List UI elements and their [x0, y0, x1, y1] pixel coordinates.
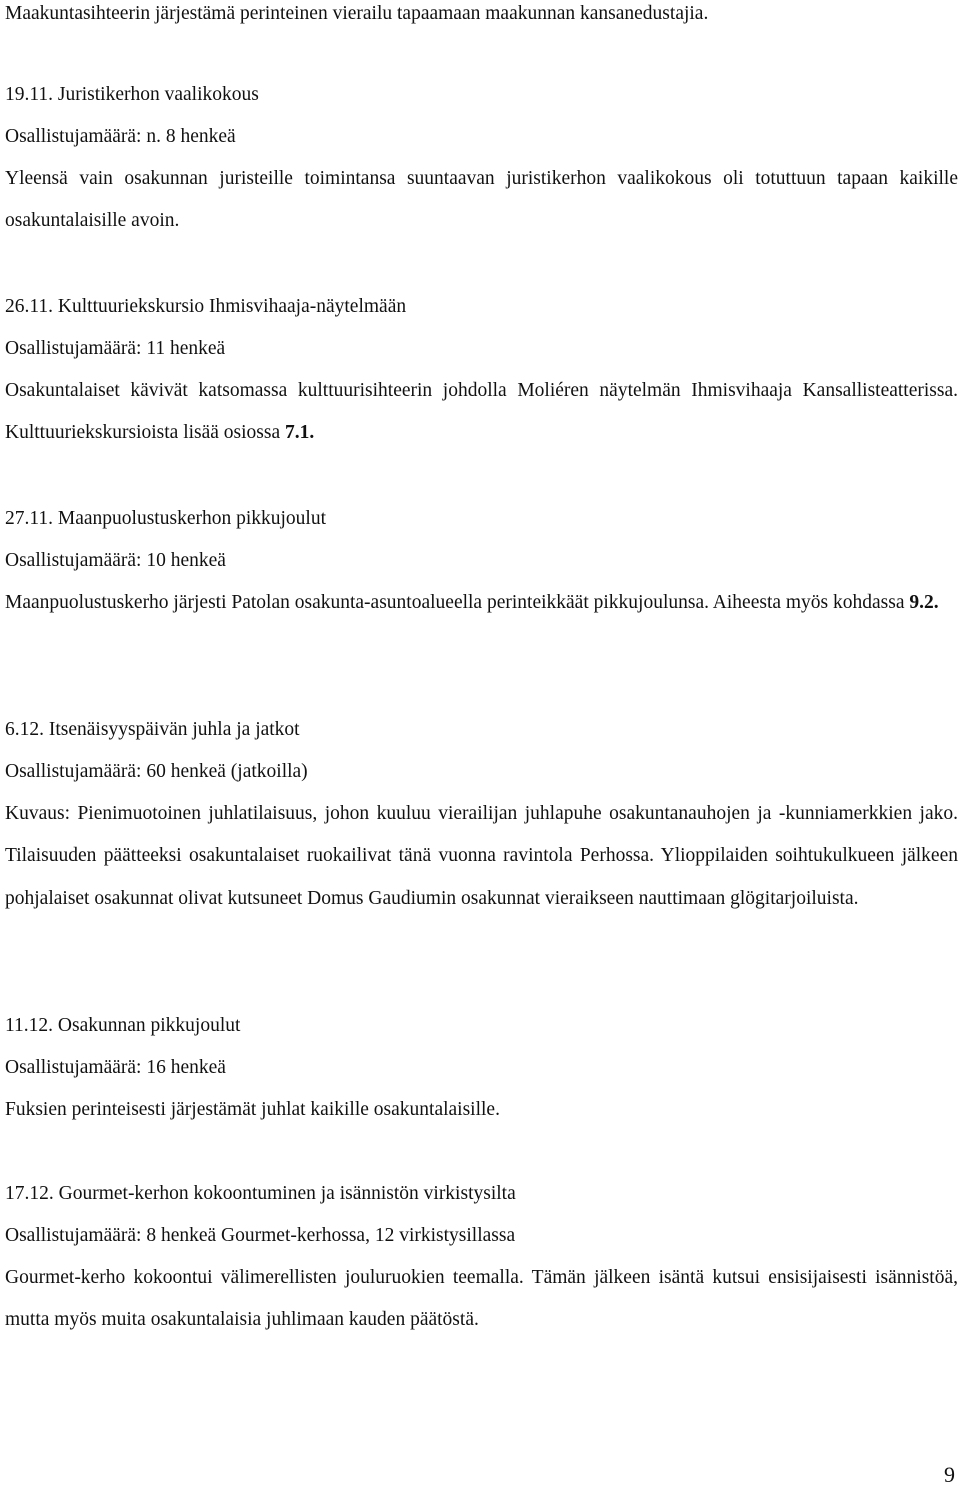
event-description	[5, 1089, 958, 1131]
event-entry	[5, 709, 958, 920]
event-description	[5, 370, 958, 455]
event-description-text: Maanpuolustuskerho järjesti Patolan osakunta-asuntoalueella perinteikkäät pikkujoulunsa. Aiheesta myös kohdassa	[5, 592, 910, 613]
event-description	[5, 1257, 958, 1342]
event-participants: Osallistujamäärä: 16 henkeä	[5, 1057, 226, 1078]
event-entry	[5, 498, 958, 624]
event-participants: Osallistujamäärä: 11 henkeä	[5, 338, 226, 359]
section-reference: 7.1.	[285, 422, 315, 444]
event-title: 19.11. Juristikerhon vaalikokous	[5, 84, 259, 105]
event-description	[5, 582, 958, 624]
event-description-text: Kuvaus: Pienimuotoinen juhlatilaisuus, johon kuuluu vierailijan juhlapuhe osakuntanauhojen ja -kunniamerkkien jako. Tilaisuuden päätteeksi osakuntalaiset ruokailivat tänä vuonna ravintola Perhossa. Ylioppilaiden soihtukulkueen jälkeen pohjalaiset osakunnat olivat kutsuneet Domus Gaudiumin osakunnat vieraikseen nauttimaan glögitarjoiluista.	[5, 803, 958, 909]
event-title: 26.11. Kulttuuriekskursio Ihmisvihaaja-näytelmään	[5, 296, 407, 317]
intro-paragraph: Maakuntasihteerin järjestämä perinteinen vierailu tapaamaan maakunnan kansanedustajia.	[5, 3, 709, 24]
event-entry	[5, 74, 958, 243]
event-participants: Osallistujamäärä: n. 8 henkeä	[5, 126, 236, 147]
event-description-text: Gourmet-kerho kokoontui välimerellisten jouluruokien teemalla. Tämän jälkeen isäntä kutsui ensisijaisesti isännistöä, mutta myös muita osakuntalaisia juhlimaan kauden päätöstä.	[5, 1267, 958, 1331]
event-title: 17.12. Gourmet-kerhon kokoontuminen ja isännistön virkistysilta	[5, 1183, 516, 1204]
event-participants: Osallistujamäärä: 10 henkeä	[5, 550, 226, 571]
event-title: 27.11. Maanpuolustuskerhon pikkujoulut	[5, 508, 327, 529]
event-entry	[5, 1005, 958, 1131]
event-entry	[5, 286, 958, 455]
event-title: 11.12. Osakunnan pikkujoulut	[5, 1015, 241, 1036]
event-description	[5, 793, 958, 920]
event-participants: Osallistujamäärä: 60 henkeä (jatkoilla)	[5, 761, 308, 782]
event-participants: Osallistujamäärä: 8 henkeä Gourmet-kerhossa, 12 virkistysillassa	[5, 1225, 516, 1246]
event-entry	[5, 1173, 958, 1342]
page-number: 9	[944, 1462, 955, 1487]
event-description-text: Fuksien perinteisesti järjestämät juhlat kaikille osakuntalaisille.	[5, 1099, 500, 1120]
event-description-text: Yleensä vain osakunnan juristeille toimintansa suuntaavan juristikerhon vaalikokous oli totuttuun tapaan kaikille osakuntalaisille avoin.	[5, 168, 958, 232]
event-title: 6.12. Itsenäisyyspäivän juhla ja jatkot	[5, 719, 300, 740]
event-description-text: Osakuntalaiset kävivät katsomassa kulttuurisihteerin johdolla Moliéren näytelmän Ihmisvihaaja Kansallisteatterissa. Kulttuuriekskursioista lisää osiossa	[5, 380, 958, 444]
event-description	[5, 158, 958, 243]
section-reference: 9.2.	[909, 592, 939, 613]
